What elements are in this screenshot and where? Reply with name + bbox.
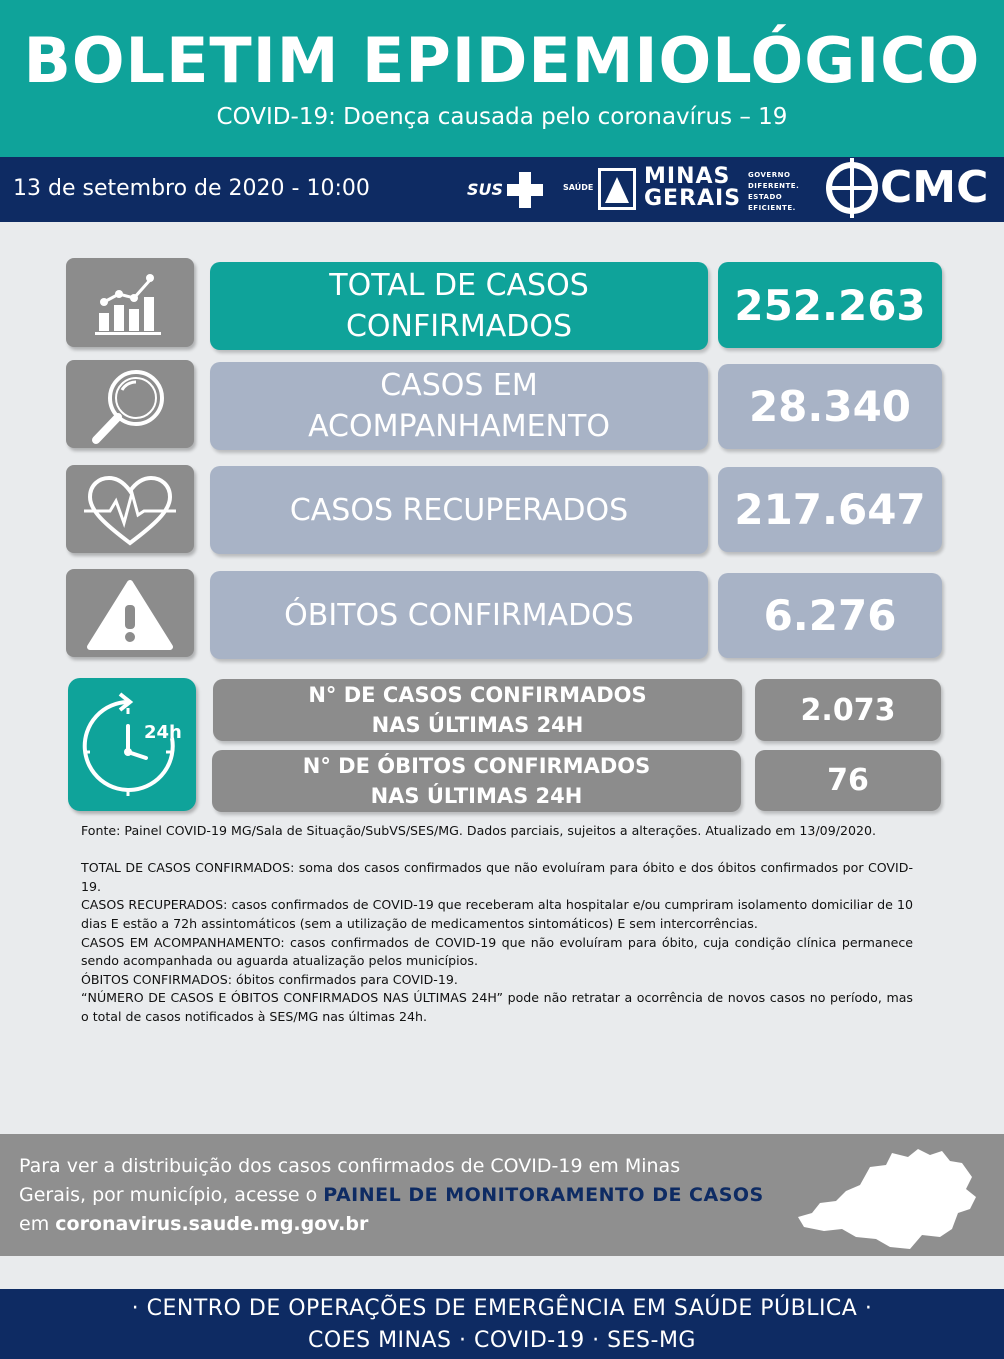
source-note: Fonte: Painel COVID-19 MG/Sala de Situação/SubVS/SES/MG. Dados parciais, sujeitos a alterações. Atualizado em 13/09/2020. xyxy=(81,823,877,838)
bulletin-date: 13 de setembro de 2020 - 10:00 xyxy=(13,176,370,201)
website-link[interactable]: coronavirus.saude.mg.gov.br xyxy=(55,1213,369,1235)
minas-gerais-logo xyxy=(598,164,800,212)
monitored-cases-label-text: CASOS EM ACOMPANHAMENTO xyxy=(308,368,610,444)
footer-line2: COES MINAS · COVID-19 · SES-MG xyxy=(308,1328,696,1353)
cross-icon xyxy=(507,172,543,208)
mg-gov-line4: EFICIENTE. xyxy=(748,204,796,212)
deaths-value-text: 6.276 xyxy=(763,591,897,640)
minas-gerais-map-icon xyxy=(790,1145,1000,1260)
monitored-cases-value xyxy=(718,364,942,449)
monitored-cases-value-text: 28.340 xyxy=(748,382,912,431)
heart-pulse-icon xyxy=(66,465,194,553)
page-title: BOLETIM EPIDEMIOLÓGICO xyxy=(23,24,981,97)
panel-line3: em xyxy=(19,1213,56,1235)
total-cases-label-text: TOTAL DE CASOS CONFIRMADOS xyxy=(329,268,589,344)
chart-growth-icon xyxy=(66,258,194,347)
page-subtitle: COVID-19: Doença causada pelo coronavírus – 19 xyxy=(216,104,788,130)
total-cases-label xyxy=(210,262,708,350)
mg-logo-line2: GERAIS xyxy=(644,186,742,211)
saude-label: SAÚDE xyxy=(563,183,594,192)
mg-gov-line1: GOVERNO xyxy=(748,171,791,179)
definition-total: TOTAL DE CASOS CONFIRMADOS: soma dos casos confirmados que não evoluíram para óbito e dos óbitos confirmados por COVID-19. xyxy=(81,860,913,894)
warning-icon xyxy=(66,569,194,657)
clock-24h-text: 24h xyxy=(144,722,182,743)
cases-24h-label xyxy=(213,679,742,741)
mg-gov-line2: DIFERENTE. xyxy=(748,182,800,190)
cases-24h-value xyxy=(755,679,941,741)
clock-24h-icon xyxy=(68,678,196,811)
cases-24h-value-text: 2.073 xyxy=(800,692,896,728)
dashboard-info xyxy=(19,1152,779,1239)
cmc-logo xyxy=(826,162,991,218)
definition-recovered: CASOS RECUPERADOS: casos confirmados de COVID-19 que receberam alta hospitalar e/ou cumpriram isolamento domiciliar de 10 dias E estão a 72h assintomáticos (sem a utilização de medicamentos sintomáticos) E sem intercorrências. xyxy=(81,897,913,931)
deaths-24h-label xyxy=(212,750,741,812)
monitored-cases-label xyxy=(210,362,708,450)
definition-monitored: CASOS EM ACOMPANHAMENTO: casos confirmados de COVID-19 que não evoluíram para óbito, cuja condição clínica permanece sendo acompanhada ou aguarda atualização pelos municípios. xyxy=(81,934,913,969)
deaths-24h-value xyxy=(755,750,941,811)
notes-section xyxy=(81,822,913,1027)
dashboard-link[interactable]: PAINEL DE MONITORAMENTO DE CASOS xyxy=(323,1184,764,1206)
recovered-cases-value xyxy=(718,467,942,552)
magnifier-icon xyxy=(66,360,194,448)
mountain-icon xyxy=(598,168,636,210)
total-cases-value xyxy=(718,262,942,348)
panel-line2: Gerais, por município, acesse o xyxy=(19,1184,324,1206)
deaths-24h-label-text: N° DE ÓBITOS CONFIRMADOS NAS ÚLTIMAS 24H xyxy=(302,754,651,808)
deaths-label xyxy=(210,571,708,659)
recovered-cases-value-text: 217.647 xyxy=(734,485,926,534)
deaths-24h-value-text: 76 xyxy=(827,763,869,798)
sus-logo-text: SUS xyxy=(467,180,504,199)
recovered-cases-label-text: CASOS RECUPERADOS xyxy=(289,492,629,528)
mg-gov-line3: ESTADO xyxy=(748,193,783,201)
cases-24h-label-text: N° DE CASOS CONFIRMADOS NAS ÚLTIMAS 24H xyxy=(308,683,647,737)
definition-deaths: ÓBITOS CONFIRMADOS: óbitos confirmados para COVID-19. xyxy=(81,971,458,987)
cmc-logo-text: CMC xyxy=(880,162,989,213)
total-cases-value-text: 252.263 xyxy=(734,280,926,330)
mg-logo-line1: MINAS xyxy=(644,164,731,189)
definition-24h: “NÚMERO DE CASOS E ÓBITOS CONFIRMADOS NAS ÚLTIMAS 24H” pode não retratar a ocorrência de novos casos no período, mas o total de casos notificados à SES/MG nas últimas 24h. xyxy=(81,990,913,1024)
deaths-label-text: ÓBITOS CONFIRMADOS xyxy=(284,597,634,633)
sus-logo xyxy=(467,172,543,208)
recovered-cases-label xyxy=(210,466,708,554)
footer-line1: · CENTRO DE OPERAÇÕES DE EMERGÊNCIA EM SAÚDE PÚBLICA · xyxy=(131,1296,873,1321)
deaths-value xyxy=(718,573,942,658)
panel-line1: Para ver a distribuição dos casos confirmados de COVID-19 em Minas xyxy=(19,1155,681,1177)
